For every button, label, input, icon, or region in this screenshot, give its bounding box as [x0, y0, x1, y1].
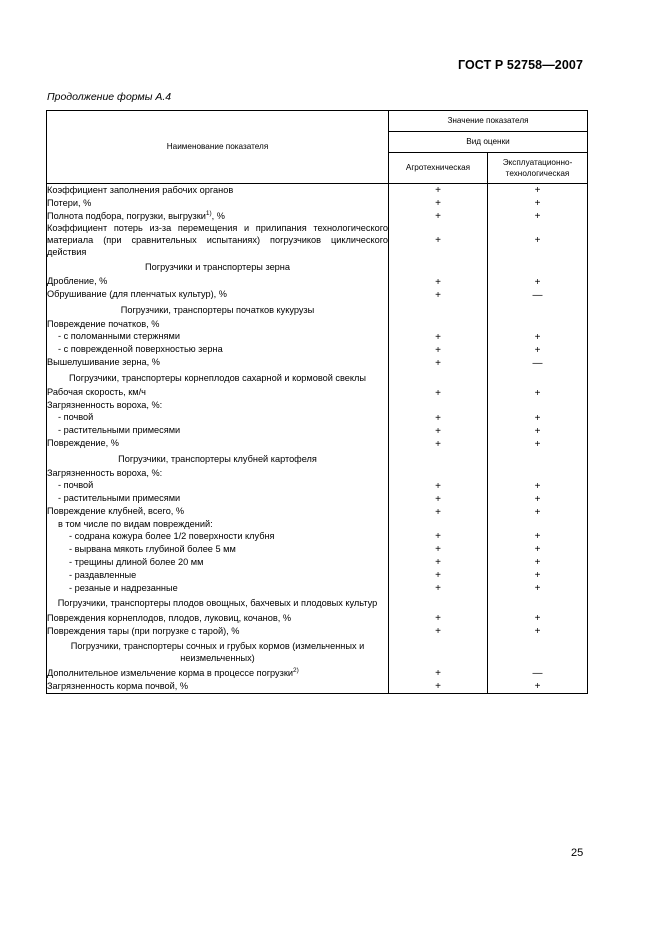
- indicator-name: Загрязненность корма почвой, %: [47, 680, 389, 694]
- table-row: [47, 210, 588, 223]
- section-row: [47, 451, 588, 468]
- table-row: [47, 543, 588, 556]
- agrotechnical-value: +: [389, 184, 488, 198]
- table-row: [47, 612, 588, 625]
- indicator-name: Обрушивание (для пленчатых культур), %: [47, 289, 389, 302]
- operational-value: +: [488, 344, 588, 357]
- agrotechnical-value: +: [389, 582, 488, 595]
- table-row: [47, 506, 588, 519]
- agrotechnical-value: [389, 259, 488, 276]
- operational-value: +: [488, 625, 588, 638]
- table-row: [47, 519, 588, 531]
- indicator-name: - почвой: [47, 412, 389, 425]
- agrotechnical-value: +: [389, 556, 488, 569]
- operational-value: +: [488, 530, 588, 543]
- operational-value: +: [488, 331, 588, 344]
- section-row: [47, 259, 588, 276]
- operational-value: [488, 451, 588, 468]
- operational-value: +: [488, 556, 588, 569]
- indicator-name: Повреждение, %: [47, 438, 389, 451]
- section-title: Погрузчики, транспортеры плодов овощных, бахчевых и плодовых культур: [47, 595, 389, 612]
- indicator-name: Рабочая скорость, км/ч: [47, 387, 389, 400]
- indicators-table: [46, 110, 588, 694]
- indicator-name: Загрязненность вороха, %:: [47, 468, 389, 480]
- agrotechnical-value: [389, 451, 488, 468]
- indicator-name: Вышелушивание зерна, %: [47, 357, 389, 370]
- operational-value: +: [488, 184, 588, 198]
- agrotechnical-value: +: [389, 387, 488, 400]
- document-id: ГОСТ Р 52758—2007: [457, 58, 583, 72]
- agrotechnical-value: +: [389, 197, 488, 210]
- section-row: [47, 638, 588, 667]
- indicator-name: - с поврежденной поверхностью зерна: [47, 344, 389, 357]
- table-row: [47, 319, 588, 331]
- operational-value: [488, 595, 588, 612]
- table-row: [47, 556, 588, 569]
- indicator-name: Дополнительное измельчение корма в процессе погрузки$^{2)}$: [47, 667, 389, 680]
- indicator-name: Повреждение клубней, всего, %: [47, 506, 389, 519]
- operational-value: +: [488, 387, 588, 400]
- table-row: [47, 425, 588, 438]
- table-row: [47, 344, 588, 357]
- operational-value: +: [488, 480, 588, 493]
- operational-value: +: [488, 543, 588, 556]
- table-row: [47, 197, 588, 210]
- indicator-name: Повреждения корнеплодов, плодов, луковиц, кочанов, %: [47, 612, 389, 625]
- agrotechnical-value: [389, 638, 488, 667]
- indicator-name: - содрана кожура более 1/2 поверхности клубня: [47, 530, 389, 543]
- table-row: [47, 400, 588, 412]
- table-row: [47, 468, 588, 480]
- operational-value: [488, 370, 588, 387]
- operational-value: —: [488, 357, 588, 370]
- agrotechnical-value: +: [389, 569, 488, 582]
- table-row: [47, 276, 588, 289]
- footnote-ref: 2): [293, 666, 299, 674]
- header-agrotechnical: Агротехническая: [389, 153, 488, 184]
- table-row: [47, 357, 588, 370]
- operational-value: [488, 319, 588, 331]
- table-row: [47, 530, 588, 543]
- agrotechnical-value: [389, 400, 488, 412]
- footnote-ref: 1): [205, 209, 212, 217]
- agrotechnical-value: +: [389, 625, 488, 638]
- operational-value: +: [488, 680, 588, 694]
- agrotechnical-value: +: [389, 438, 488, 451]
- operational-value: [488, 259, 588, 276]
- indicator-name: - трещины длиной более 20 мм: [47, 556, 389, 569]
- agrotechnical-value: +: [389, 412, 488, 425]
- agrotechnical-value: +: [389, 331, 488, 344]
- operational-value: +: [488, 506, 588, 519]
- header-operational: Эксплуатационно-технологическая: [488, 153, 588, 184]
- indicator-name: в том числе по видам повреждений:: [47, 519, 389, 531]
- agrotechnical-value: +: [389, 543, 488, 556]
- operational-value: +: [488, 582, 588, 595]
- agrotechnical-value: +: [389, 530, 488, 543]
- operational-value: +: [488, 438, 588, 451]
- indicator-name: - раздавленные: [47, 569, 389, 582]
- operational-value: [488, 638, 588, 667]
- agrotechnical-value: [389, 519, 488, 531]
- agrotechnical-value: +: [389, 612, 488, 625]
- indicator-name: - растительными примесями: [47, 425, 389, 438]
- section-title: Погрузчики, транспортеры корнеплодов сахарной и кормовой свеклы: [47, 370, 389, 387]
- agrotechnical-value: +: [389, 480, 488, 493]
- table-row: [47, 680, 588, 694]
- section-title: Погрузчики, транспортеры початков кукурузы: [47, 302, 389, 319]
- indicator-name: - вырвана мякоть глубиной более 5 мм: [47, 543, 389, 556]
- operational-value: [488, 302, 588, 319]
- indicator-name: Полнота подбора, погрузки, выгрузки$^{1)}$, %: [47, 210, 389, 223]
- page-number: 25: [571, 847, 584, 859]
- agrotechnical-value: +: [389, 210, 488, 223]
- form-caption: Продолжение формы А.4: [47, 91, 172, 103]
- operational-value: [488, 468, 588, 480]
- header-evaluation-type: Вид оценки: [389, 132, 588, 153]
- indicator-name: Повреждение початков, %: [47, 319, 389, 331]
- operational-value: [488, 519, 588, 531]
- agrotechnical-value: +: [389, 425, 488, 438]
- agrotechnical-value: [389, 468, 488, 480]
- agrotechnical-value: +: [389, 344, 488, 357]
- section-title: Погрузчики, транспортеры сочных и грубых кормов (измельченных и неизмельченных): [47, 638, 389, 667]
- indicator-name: Загрязненность вороха, %:: [47, 400, 389, 412]
- agrotechnical-value: +: [389, 506, 488, 519]
- operational-value: +: [488, 197, 588, 210]
- agrotechnical-value: [389, 319, 488, 331]
- indicator-name: - почвой: [47, 480, 389, 493]
- table-row: [47, 569, 588, 582]
- indicator-name: Дробление, %: [47, 276, 389, 289]
- agrotechnical-value: +: [389, 223, 488, 259]
- table-row: [47, 184, 588, 198]
- section-title: Погрузчики, транспортеры клубней картофеля: [47, 451, 389, 468]
- operational-value: +: [488, 412, 588, 425]
- operational-value: +: [488, 276, 588, 289]
- table-row: [47, 625, 588, 638]
- section-row: [47, 595, 588, 612]
- table-row: [47, 412, 588, 425]
- table-row: [47, 480, 588, 493]
- section-title: Погрузчики и транспортеры зерна: [47, 259, 389, 276]
- table-row: [47, 289, 588, 302]
- operational-value: +: [488, 425, 588, 438]
- table-row: [47, 493, 588, 506]
- operational-value: —: [488, 289, 588, 302]
- operational-value: +: [488, 612, 588, 625]
- table-row: [47, 667, 588, 680]
- operational-value: +: [488, 210, 588, 223]
- section-row: [47, 302, 588, 319]
- indicator-name: - растительными примесями: [47, 493, 389, 506]
- table-row: [47, 582, 588, 595]
- table-row: [47, 387, 588, 400]
- header-indicator-value: Значение показателя: [389, 111, 588, 132]
- operational-value: +: [488, 223, 588, 259]
- agrotechnical-value: [389, 370, 488, 387]
- indicator-name: Коэффициент потерь из-за перемещения и прилипания технологического материала (при сравнительных испытаниях) погрузчиков циклического действия: [47, 223, 388, 257]
- agrotechnical-value: [389, 595, 488, 612]
- section-row: [47, 370, 588, 387]
- table-row: [47, 223, 588, 259]
- agrotechnical-value: +: [389, 276, 488, 289]
- table-row: [47, 331, 588, 344]
- header-indicator-name: Наименование показателя: [47, 111, 389, 184]
- agrotechnical-value: +: [389, 357, 488, 370]
- agrotechnical-value: +: [389, 667, 488, 680]
- indicator-name: - резаные и надрезанные: [47, 582, 389, 595]
- indicator-name: Повреждения тары (при погрузке с тарой), %: [47, 625, 389, 638]
- agrotechnical-value: +: [389, 493, 488, 506]
- operational-value: [488, 400, 588, 412]
- agrotechnical-value: +: [389, 680, 488, 694]
- agrotechnical-value: [389, 302, 488, 319]
- indicator-name: Потери, %: [47, 197, 389, 210]
- operational-value: —: [488, 667, 588, 680]
- agrotechnical-value: +: [389, 289, 488, 302]
- indicator-name: Коэффициент заполнения рабочих органов: [47, 184, 389, 198]
- indicator-name: - с поломанными стержнями: [47, 331, 389, 344]
- operational-value: +: [488, 493, 588, 506]
- table-row: [47, 438, 588, 451]
- operational-value: +: [488, 569, 588, 582]
